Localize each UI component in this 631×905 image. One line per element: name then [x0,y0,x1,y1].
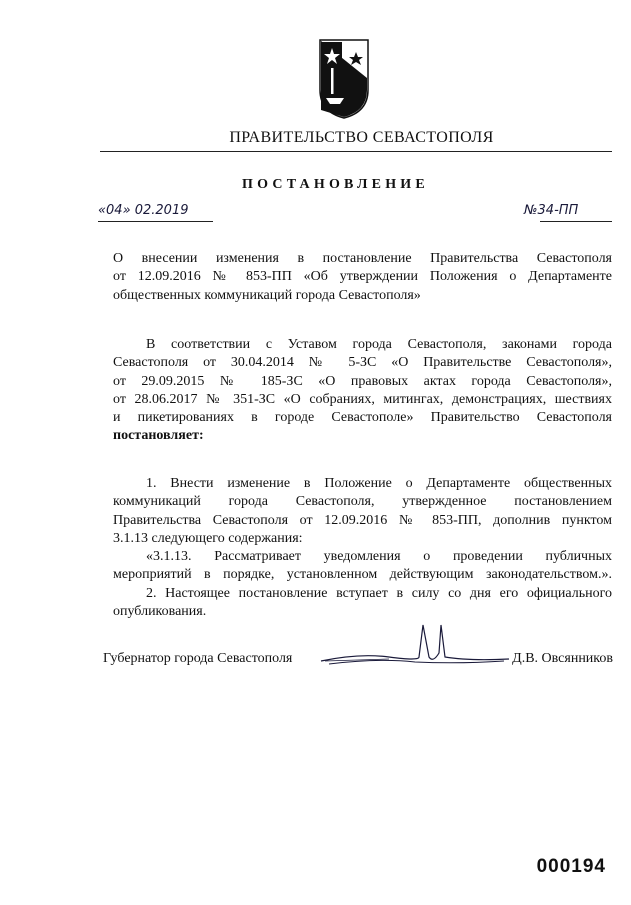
sevastopol-coat-of-arms-icon [318,38,370,120]
number-underline [540,221,612,222]
preamble-paragraph [113,336,612,446]
preamble-line: от 29.09.2015 № 185-ЗС «О правовых актах города Севастополя», [113,373,612,389]
signature-block [103,651,613,681]
preamble-line: и пикетированиях в городе Севастополе» Правительство Севастополя [113,410,612,426]
body-line: коммуникаций города Севастополя, утвержденное постановлением [113,494,612,510]
government-title: ПРАВИТЕЛЬСТВО СЕВАСТОПОЛЯ [229,129,494,146]
preamble-line: Севастополя от 30.04.2014 № 5-ЗС «О Правительстве Севастополя», [113,355,612,371]
body-line: Правительства Севастополя от 12.09.2016 № 853-ПП, дополнив пунктом [113,512,612,528]
preamble-line: В соответствии с Уставом города Севастополя, законами города [146,337,612,352]
document-date: «04» 02.2019 [98,203,189,218]
subject-line: О внесении изменения в постановление Правительства Севастополя [113,251,612,266]
subject-line: от 12.09.2016 № 853-ПП «Об утверждении Положения о Департаменте [113,269,612,285]
decree-word: постановляет: [113,428,204,444]
handwritten-signature-icon [319,617,519,677]
preamble-line: от 28.06.2017 № 351-ЗС «О собраниях, митингах, демонстрациях, шествиях [113,391,612,407]
body-line: опубликования. [113,604,207,620]
date-underline [98,221,213,222]
body-line: мероприятий в порядке, установленном действующим законодательством.». [113,567,612,583]
document-subject [113,250,612,305]
decree-body [113,475,612,621]
signatory-title: Губернатор города Севастополя [103,651,293,666]
body-line: 3.1.13 следующего содержания: [113,530,303,546]
registration-number: 000194 [536,856,606,877]
document-type-heading: ПОСТАНОВЛЕНИЕ [242,177,429,192]
subject-line: общественных коммуникаций города Севастополя» [113,287,421,303]
body-line: «3.1.13. Рассматривает уведомления о проведении публичных [146,549,612,565]
header-divider [100,151,612,152]
document-number: №34-ПП [524,203,579,218]
signatory-name: Д.В. Овсянников [512,651,613,666]
body-line: 2. Настоящее постановление вступает в силу со дня его официального [146,585,612,601]
body-line: 1. Внести изменение в Положение о Департаменте общественных [146,476,612,491]
